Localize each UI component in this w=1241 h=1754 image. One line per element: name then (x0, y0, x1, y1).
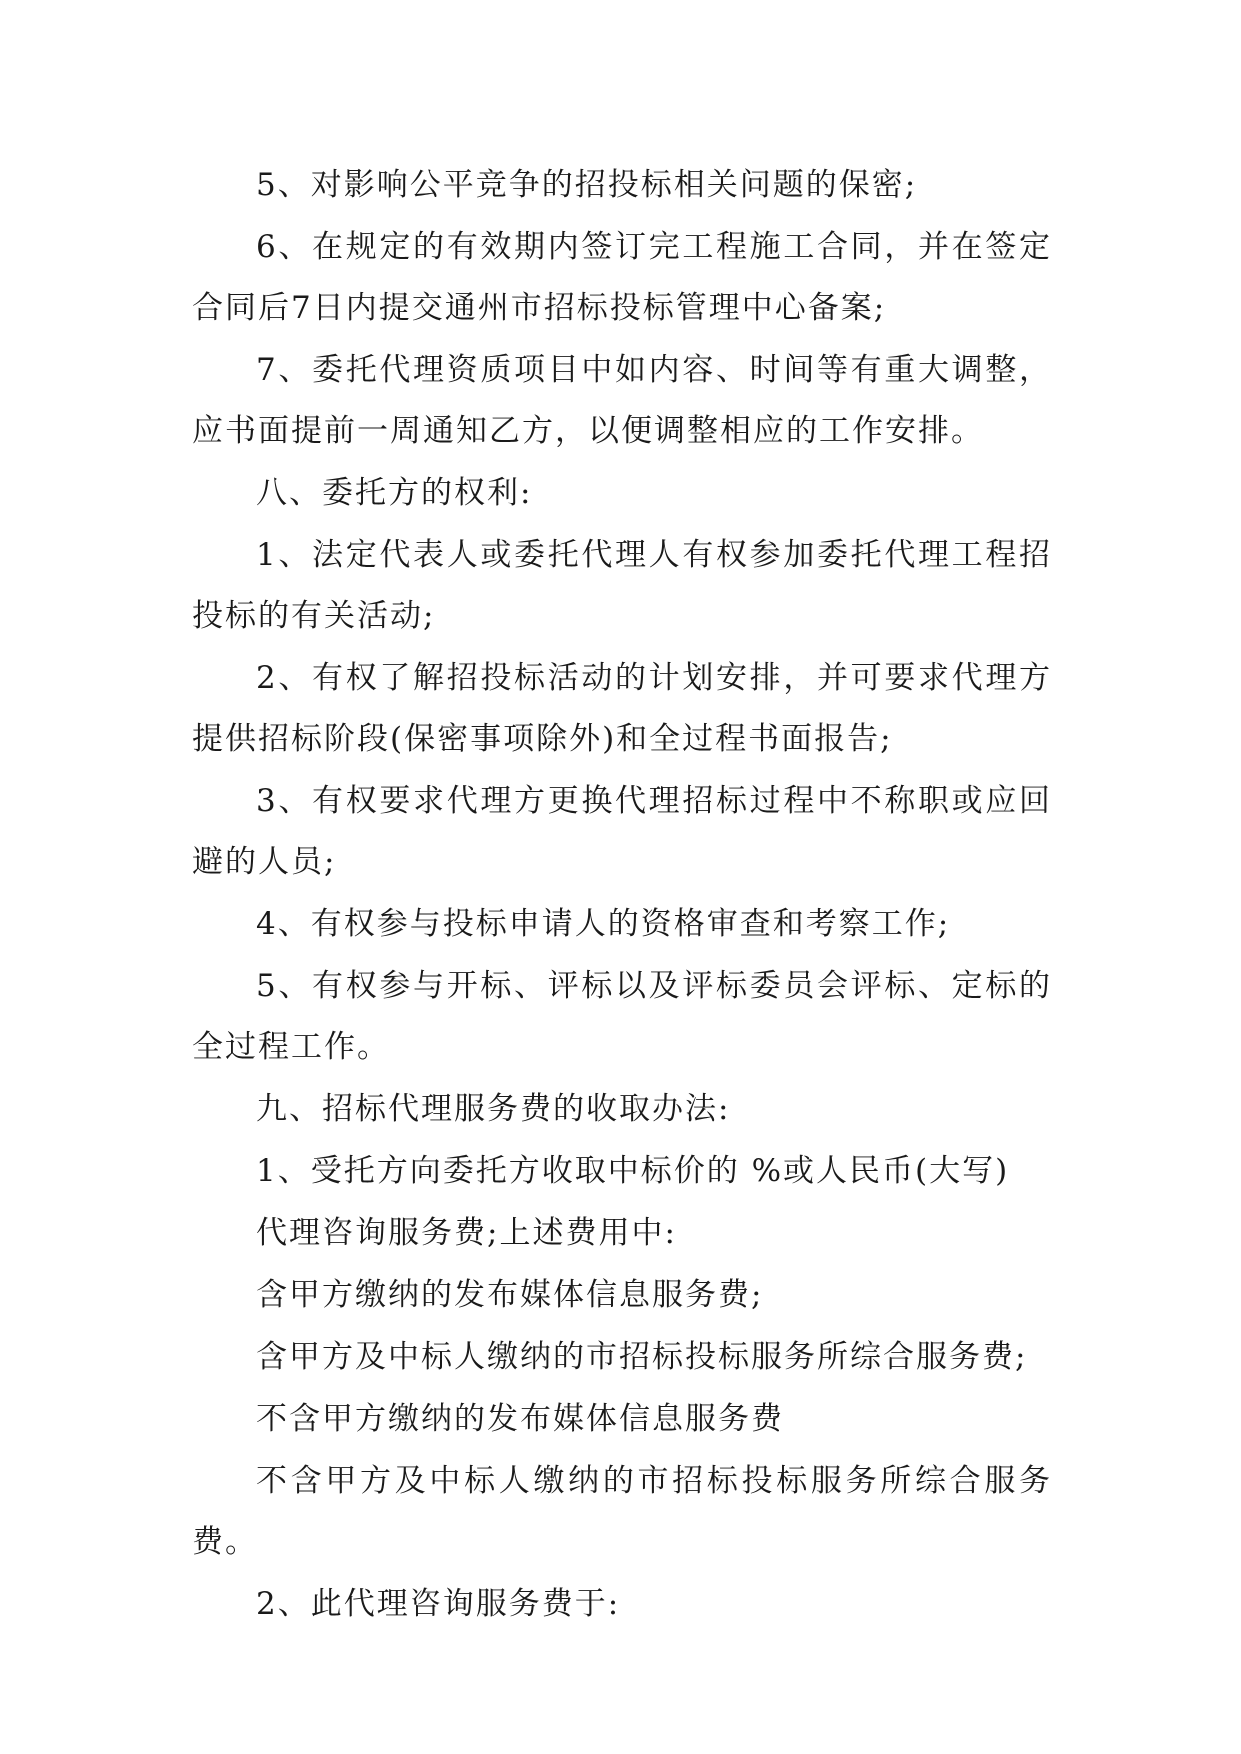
paragraph-3: 7、委托代理资质项目中如内容、时间等有重大调整，应书面提前一周通知乙方，以便调整相应的工作安排。 (192, 352, 1052, 449)
paragraph-16: 不含甲方及中标人缴纳的市招标投标服务所综合服务费。 (192, 1463, 1052, 1560)
paragraph-9: 5、有权参与开标、评标以及评标委员会评标、定标的全过程工作。 (192, 968, 1052, 1065)
paragraph-14: 含甲方及中标人缴纳的市招标投标服务所综合服务费; (256, 1339, 1028, 1375)
paragraph-12: 代理咨询服务费;上述费用中: (256, 1215, 677, 1251)
paragraph-6: 2、有权了解招投标活动的计划安排，并可要求代理方提供招标阶段(保密事项除外)和全过程书面报告; (192, 660, 1052, 757)
paragraph-15: 不含甲方缴纳的发布媒体信息服务费 (256, 1401, 784, 1437)
paragraph-5: 1、法定代表人或委托代理人有权参加委托代理工程招投标的有关活动; (192, 537, 1052, 634)
paragraph-4: 八、委托方的权利: (256, 475, 533, 511)
paragraph-2: 6、在规定的有效期内签订完工程施工合同，并在签定合同后7日内提交通州市招标投标管理中心备案; (192, 229, 1052, 326)
paragraph-1: 5、对影响公平竞争的招投标相关问题的保密; (256, 167, 918, 203)
document-body (192, 155, 1052, 1636)
paragraph-10: 九、招标代理服务费的收取办法: (256, 1091, 731, 1127)
paragraph-8: 4、有权参与投标申请人的资格审查和考察工作; (256, 906, 951, 942)
paragraph-11: 1、受托方向委托方收取中标价的 %或人民币(大写) (256, 1153, 1010, 1189)
paragraph-13: 含甲方缴纳的发布媒体信息服务费; (256, 1277, 764, 1313)
paragraph-7: 3、有权要求代理方更换代理招标过程中不称职或应回避的人员; (192, 783, 1052, 880)
paragraph-17: 2、此代理咨询服务费于: (256, 1586, 621, 1622)
